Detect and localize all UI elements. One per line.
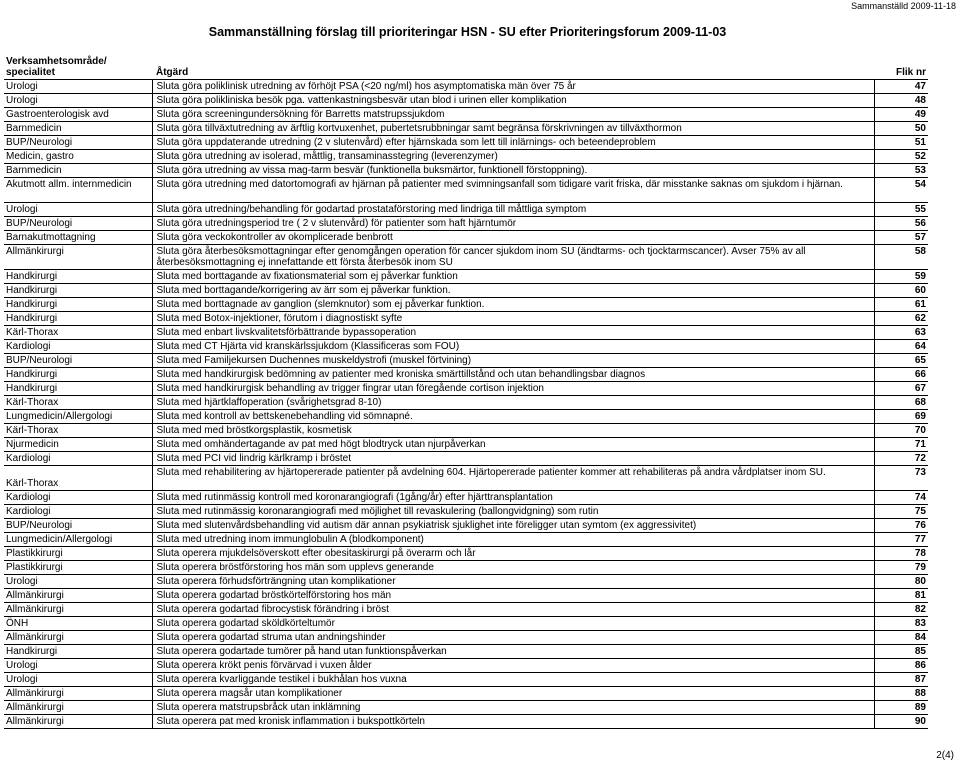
row-flik-number: 72	[874, 452, 928, 466]
row-area: Allmänkirurgi	[4, 715, 152, 729]
row-area: Lungmedicin/Allergologi	[4, 410, 152, 424]
row-area: Plastikkirurgi	[4, 547, 152, 561]
row-flik-number: 62	[874, 312, 928, 326]
row-action: Sluta göra uppdaterande utredning (2 v slutenvård) efter hjärnskada som lett till inlärnings- och beteendeproblem	[152, 136, 874, 150]
row-flik-number: 51	[874, 136, 928, 150]
row-flik-number: 58	[874, 245, 928, 270]
table-row	[4, 136, 928, 150]
row-area: BUP/Neurologi	[4, 519, 152, 533]
column-header-action: Åtgärd	[152, 50, 874, 80]
row-flik-number: 77	[874, 533, 928, 547]
row-area: Gastroenterologisk avd	[4, 108, 152, 122]
table-row	[4, 217, 928, 231]
row-flik-number: 63	[874, 326, 928, 340]
row-flik-number: 86	[874, 659, 928, 673]
row-action: Sluta med Familjekursen Duchennes muskeldystrofi (muskel förtvining)	[152, 354, 874, 368]
row-area: Urologi	[4, 673, 152, 687]
row-action: Sluta operera magsår utan komplikationer	[152, 687, 874, 701]
row-area: Handkirurgi	[4, 382, 152, 396]
table-row	[4, 94, 928, 108]
row-flik-number: 66	[874, 368, 928, 382]
row-flik-number: 53	[874, 164, 928, 178]
row-area: Plastikkirurgi	[4, 561, 152, 575]
row-action: Sluta göra polikliniska besök pga. vattenkastningsbesvär utan blod i urinen eller komplikation	[152, 94, 874, 108]
table-row	[4, 326, 928, 340]
table-row	[4, 659, 928, 673]
row-area: ÖNH	[4, 617, 152, 631]
table-row	[4, 424, 928, 438]
row-action: Sluta operera kvarliggande testikel i bukhålan hos vuxna	[152, 673, 874, 687]
page-number: 2(4)	[936, 750, 954, 761]
table-row	[4, 505, 928, 519]
row-action: Sluta göra utredning/behandling för godartad prostataförstoring med lindriga till måttliga symptom	[152, 203, 874, 217]
row-action: Sluta operera förhudsförträngning utan komplikationer	[152, 575, 874, 589]
row-action: Sluta operera godartad bröstkörtelförstoring hos män	[152, 589, 874, 603]
row-action: Sluta operera godartad fibrocystisk förändring i bröst	[152, 603, 874, 617]
table-row	[4, 645, 928, 659]
row-area: Urologi	[4, 203, 152, 217]
row-flik-number: 68	[874, 396, 928, 410]
row-flik-number: 59	[874, 270, 928, 284]
row-action: Sluta med rutinmässig kontroll med koronarangiografi (1gång/år) efter hjärttransplantation	[152, 491, 874, 505]
table-row	[4, 312, 928, 326]
row-area: Barnmedicin	[4, 122, 152, 136]
row-action: Sluta göra utredning av vissa mag-tarm besvär (funktionella buksmärtor, funktionell förstoppning).	[152, 164, 874, 178]
row-area: Allmänkirurgi	[4, 687, 152, 701]
row-action: Sluta operera pat med kronisk inflammation i bukspottkörteln	[152, 715, 874, 729]
row-action: Sluta med borttagande av fixationsmaterial som ej påverkar funktion	[152, 270, 874, 284]
row-action: Sluta med slutenvårdsbehandling vid autism där annan psykiatrisk sjuklighet inte föreligger utan symtom (ex aggressivitet)	[152, 519, 874, 533]
row-action: Sluta med handkirurgisk bedömning av patienter med kroniska smärttillstånd och utan behandlingsbar diagnos	[152, 368, 874, 382]
table-row	[4, 382, 928, 396]
table-row	[4, 108, 928, 122]
row-action: Sluta med med bröstkorgsplastik, kosmetisk	[152, 424, 874, 438]
row-action: Sluta med borttagande/korrigering av ärr som ej påverkar funktion.	[152, 284, 874, 298]
row-area: Lungmedicin/Allergologi	[4, 533, 152, 547]
priorities-table	[4, 50, 928, 729]
table-row	[4, 491, 928, 505]
row-area: Kärl-Thorax	[4, 466, 152, 491]
table-row	[4, 203, 928, 217]
row-flik-number: 48	[874, 94, 928, 108]
row-action: Sluta med enbart livskvalitetsförbättrande bypassoperation	[152, 326, 874, 340]
row-action: Sluta operera bröstförstoring hos män som upplevs generande	[152, 561, 874, 575]
row-area: Kardiologi	[4, 505, 152, 519]
row-flik-number: 69	[874, 410, 928, 424]
row-area: Barnmedicin	[4, 164, 152, 178]
row-action: Sluta operera mjukdelsöverskott efter obesitaskirurgi på överarm och lår	[152, 547, 874, 561]
row-flik-number: 76	[874, 519, 928, 533]
row-flik-number: 61	[874, 298, 928, 312]
row-flik-number: 78	[874, 547, 928, 561]
table-row	[4, 561, 928, 575]
table-row	[4, 603, 928, 617]
row-flik-number: 79	[874, 561, 928, 575]
table-row	[4, 617, 928, 631]
table-row	[4, 122, 928, 136]
row-area: Allmänkirurgi	[4, 589, 152, 603]
row-area: Allmänkirurgi	[4, 245, 152, 270]
row-area: Urologi	[4, 94, 152, 108]
row-area: Urologi	[4, 80, 152, 94]
row-flik-number: 60	[874, 284, 928, 298]
table-row	[4, 245, 928, 270]
row-area: Handkirurgi	[4, 284, 152, 298]
table-header-row	[4, 50, 928, 80]
row-flik-number: 50	[874, 122, 928, 136]
row-action: Sluta med rutinmässig koronarangiografi med möjlighet till revaskulering (ballongvidgning) som rutin	[152, 505, 874, 519]
row-area: Urologi	[4, 659, 152, 673]
row-action: Sluta operera godartad sköldkörteltumör	[152, 617, 874, 631]
row-action: Sluta göra poliklinisk utredning av förhöjt PSA (<20 ng/ml) hos asymptomatiska män över 75 år	[152, 80, 874, 94]
page-title: Sammanställning förslag till prioriteringar HSN - SU efter Prioriteringsforum 2009-11-03	[208, 25, 727, 39]
row-flik-number: 56	[874, 217, 928, 231]
row-area: Kärl-Thorax	[4, 424, 152, 438]
row-area: Kardiologi	[4, 452, 152, 466]
table-row	[4, 298, 928, 312]
table-row	[4, 396, 928, 410]
column-header-area	[4, 50, 152, 80]
row-action: Sluta göra återbesöksmottagningar efter genomgången operation för cancer sjukdom inom SU (ändtarms- och tjocktarmscancer). Avser 75% av all återbesöksmottagning ej innefattande ett första återbesök inom SU	[152, 245, 874, 270]
row-action: Sluta operera krökt penis förvärvad i vuxen ålder	[152, 659, 874, 673]
row-area: Handkirurgi	[4, 645, 152, 659]
row-flik-number: 89	[874, 701, 928, 715]
row-flik-number: 85	[874, 645, 928, 659]
row-flik-number: 88	[874, 687, 928, 701]
row-area: Allmänkirurgi	[4, 701, 152, 715]
row-flik-number: 75	[874, 505, 928, 519]
row-action: Sluta operera godartad struma utan andningshinder	[152, 631, 874, 645]
row-flik-number: 67	[874, 382, 928, 396]
table-row	[4, 354, 928, 368]
row-action: Sluta med Botox-injektioner, förutom i diagnostiskt syfte	[152, 312, 874, 326]
table-row	[4, 533, 928, 547]
row-area: Kärl-Thorax	[4, 396, 152, 410]
table-row	[4, 715, 928, 729]
row-area: Akutmott allm. internmedicin	[4, 178, 152, 203]
row-flik-number: 83	[874, 617, 928, 631]
row-flik-number: 90	[874, 715, 928, 729]
row-flik-number: 54	[874, 178, 928, 203]
table-row	[4, 575, 928, 589]
row-flik-number: 65	[874, 354, 928, 368]
table-row	[4, 231, 928, 245]
row-area: Handkirurgi	[4, 312, 152, 326]
table-row	[4, 452, 928, 466]
row-area: Urologi	[4, 575, 152, 589]
row-flik-number: 55	[874, 203, 928, 217]
row-area: Kärl-Thorax	[4, 326, 152, 340]
row-action: Sluta göra utredning av isolerad, måttlig, transaminasstegring (leverenzymer)	[152, 150, 874, 164]
column-header-area-line1: Verksamhetsområde/	[6, 56, 107, 67]
table-row	[4, 687, 928, 701]
row-flik-number: 84	[874, 631, 928, 645]
row-area: Handkirurgi	[4, 298, 152, 312]
row-area: Kardiologi	[4, 340, 152, 354]
row-action: Sluta operera matstrupsbråck utan inklämning	[152, 701, 874, 715]
table-row	[4, 410, 928, 424]
table-row	[4, 631, 928, 645]
column-header-area-line2: specialitet	[6, 67, 55, 78]
row-flik-number: 81	[874, 589, 928, 603]
table-row	[4, 519, 928, 533]
row-action: Sluta med utredning inom immunglobulin A (blodkomponent)	[152, 533, 874, 547]
row-action: Sluta göra tillväxtutredning av ärftlig kortvuxenhet, pubertetsrubbningar samt begränsa förskrivningen av tillväxthormon	[152, 122, 874, 136]
row-area: Handkirurgi	[4, 270, 152, 284]
table-row	[4, 673, 928, 687]
row-action: Sluta med omhändertagande av pat med högt blodtryck utan njurpåverkan	[152, 438, 874, 452]
row-flik-number: 57	[874, 231, 928, 245]
row-action: Sluta med handkirurgisk behandling av trigger fingrar utan föregående cortison injektion	[152, 382, 874, 396]
row-flik-number: 87	[874, 673, 928, 687]
table-row	[4, 547, 928, 561]
table-row	[4, 368, 928, 382]
table-row	[4, 270, 928, 284]
table-row	[4, 589, 928, 603]
row-area: Allmänkirurgi	[4, 631, 152, 645]
row-area: Medicin, gastro	[4, 150, 152, 164]
row-action: Sluta göra veckokontroller av okomplicerade benbrott	[152, 231, 874, 245]
table-row	[4, 466, 928, 491]
row-area: BUP/Neurologi	[4, 217, 152, 231]
row-flik-number: 47	[874, 80, 928, 94]
table-row	[4, 438, 928, 452]
compiled-date: Sammanställd 2009-11-18	[851, 1, 956, 11]
row-action: Sluta göra utredningsperiod tre ( 2 v slutenvård) för patienter som haft hjärntumör	[152, 217, 874, 231]
row-area: Handkirurgi	[4, 368, 152, 382]
row-flik-number: 49	[874, 108, 928, 122]
row-action: Sluta operera godartade tumörer på hand utan funktionspåverkan	[152, 645, 874, 659]
row-flik-number: 74	[874, 491, 928, 505]
row-area: Njurmedicin	[4, 438, 152, 452]
table-row	[4, 178, 928, 203]
row-flik-number: 82	[874, 603, 928, 617]
column-header-flik: Flik nr	[874, 50, 928, 80]
row-action: Sluta med borttagnade av ganglion (slemknutor) som ej påverkar funktion.	[152, 298, 874, 312]
row-flik-number: 52	[874, 150, 928, 164]
row-area: BUP/Neurologi	[4, 136, 152, 150]
row-area: Kardiologi	[4, 491, 152, 505]
row-flik-number: 71	[874, 438, 928, 452]
row-action: Sluta med CT Hjärta vid kranskärlssjukdom (Klassificeras som FOU)	[152, 340, 874, 354]
table-row	[4, 150, 928, 164]
table-row	[4, 284, 928, 298]
table-row	[4, 340, 928, 354]
row-action: Sluta med rehabilitering av hjärtopererade patienter på avdelning 604. Hjärtopererade patienter kommer att rehabiliteras på andra vårdplatser inom SU.	[152, 466, 874, 491]
row-area: Barnakutmottagning	[4, 231, 152, 245]
row-action: Sluta göra utredning med datortomografi av hjärnan på patienter med svimningsanfall som tidigare varit friska, där misstanke saknas om sjukdom i hjärnan.	[152, 178, 874, 203]
row-flik-number: 80	[874, 575, 928, 589]
row-area: BUP/Neurologi	[4, 354, 152, 368]
row-action: Sluta med hjärtklaffoperation (svårighetsgrad 8-10)	[152, 396, 874, 410]
row-action: Sluta med PCI vid lindrig kärlkramp i bröstet	[152, 452, 874, 466]
row-area: Allmänkirurgi	[4, 603, 152, 617]
table-row	[4, 164, 928, 178]
table-row	[4, 80, 928, 94]
row-flik-number: 73	[874, 466, 928, 491]
row-flik-number: 64	[874, 340, 928, 354]
row-flik-number: 70	[874, 424, 928, 438]
row-action: Sluta med kontroll av bettskenebehandling vid sömnapné.	[152, 410, 874, 424]
row-action: Sluta göra screeningundersökning för Barretts matstrupssjukdom	[152, 108, 874, 122]
table-row	[4, 701, 928, 715]
